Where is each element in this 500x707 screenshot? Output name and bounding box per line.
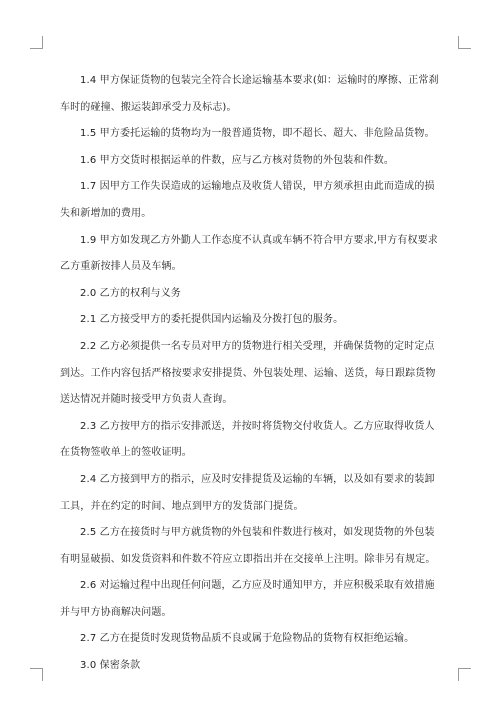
clause-1-4: 1.4 甲方保证货物的包装完全符合长途运输基本要求(如：运输时的摩擦、正常刹车时的碰撞、搬运装卸承受力及标志)。 — [60, 75, 439, 113]
clause-2-2: 2.2 乙方必须提供一名专员对甲方的货物进行相关受理，并确保货物的定时定点到达。工作内容包括严格按要求安排提货、外包装处理、运输、送货，每日跟踪货物送达情况并随时接受甲方负责人查询。 — [60, 340, 436, 406]
document-body — [60, 68, 440, 680]
clause-2-6: 2.6 对运输过程中出现任何问题，乙方应及时通知甲方，并应积极采取有效措施并与甲方协商解决问题。 — [60, 580, 435, 618]
section-heading-2-0: 2.0 乙方的权利与义务 — [80, 287, 181, 299]
clause-2-3: 2.3 乙方按甲方的指示安排派送，并按时将货物交付收货人。乙方应取得收货人在货物签收单上的签收证明。 — [60, 420, 435, 459]
clause-2-4: 2.4 乙方接到甲方的指示，应及时安排提货及运输的车辆，以及如有要求的装卸工具，并在约定的时间、地点到甲方的发货部门提货。 — [60, 473, 435, 512]
clause-2-7: 2.7 乙方在提货时发现货物品质不良或属于危险物品的货物有权拒绝运输。 — [80, 633, 415, 645]
crop-mark-bottom-left — [30, 668, 43, 681]
crop-mark-bottom-right — [458, 668, 471, 681]
crop-mark-top-left — [30, 36, 43, 49]
clause-1-5: 1.5 甲方委托运输的货物均为一般普通货物，即不超长、超大、非危险品货物。 — [80, 128, 435, 140]
clause-1-6: 1.6 甲方交货时根据运单的件数，应与乙方核对货物的外包装和件数。 — [80, 154, 395, 166]
clause-2-5: 2.5 乙方在接货时与甲方就货物的外包装和件数进行核对，如发现货物的外包装有明显破损、如发货资料和件数不符应立即指出并在交接单上注明。除非另有规定。 — [60, 527, 436, 565]
section-heading-3-0: 3.0 保密条款 — [80, 660, 141, 672]
crop-mark-top-right — [458, 36, 471, 49]
clause-1-9: 1.9 甲方如发现乙方外勤人工作态度不认真或车辆不符合甲方要求,甲方有权要求乙方重新按排人员及车辆。 — [60, 234, 438, 273]
clause-1-7: 1.7 因甲方工作失误造成的运输地点及收货人错误，甲方须承担由此而造成的损失和新增加的费用。 — [60, 181, 435, 219]
clause-2-1: 2.1 乙方接受甲方的委托提供国内运输及分拨打包的服务。 — [80, 314, 344, 326]
